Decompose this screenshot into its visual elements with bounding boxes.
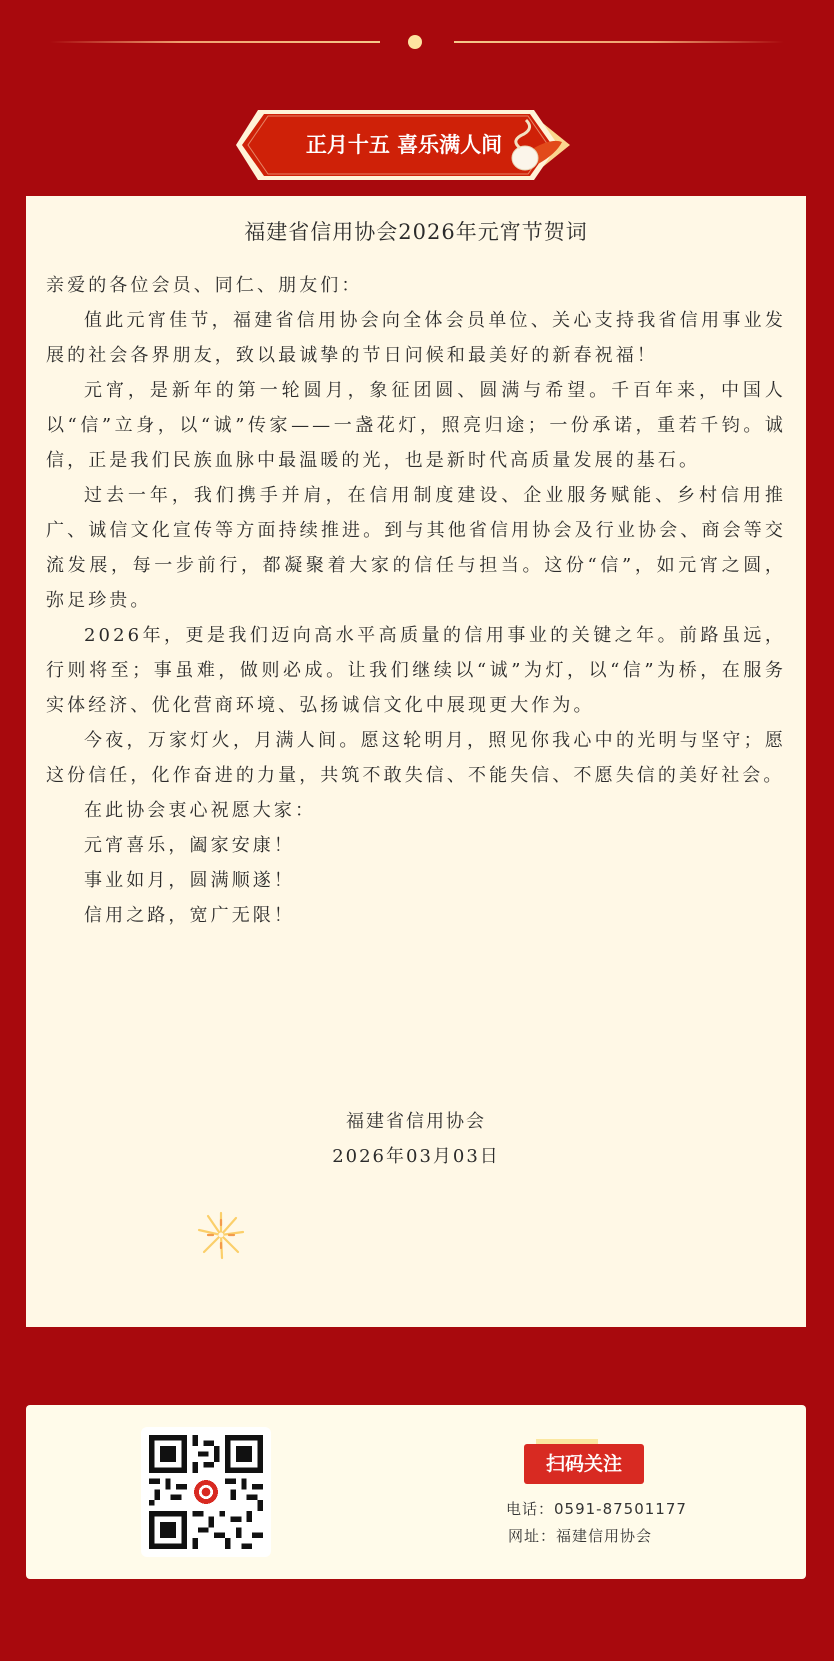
paragraph: 今夜，万家灯火，月满人间。愿这轮明月，照见你我心中的光明与坚守；愿这份信任，化作奋进的力量，共筑不敢失信、不能失信、不愿失信的美好社会。	[46, 730, 786, 786]
follow-button[interactable]: 扫码关注	[524, 1444, 644, 1484]
paragraph: 值此元宵佳节，福建省信用协会向全体会员单位、关心支持我省信用事业发展的社会各界朋友，致以最诚挚的节日问候和最美好的新春祝福！	[46, 310, 786, 366]
wishes-intro: 在此协会衷心祝愿大家：	[84, 800, 317, 821]
divider-dot-icon	[408, 35, 422, 49]
footer-card	[26, 1405, 806, 1579]
paragraph: 2026年，更是我们迈向高水平高质量的信用事业的关键之年。前路虽远，行则将至；事虽难，做则必成。让我们继续以“诚”为灯，以“信”为桥，在服务实体经济、优化营商环境、弘扬诚信文化中展现更大作为。	[46, 625, 786, 716]
divider-line-left	[50, 41, 380, 43]
signature	[26, 1104, 806, 1174]
paragraph: 过去一年，我们携手并肩，在信用制度建设、企业服务赋能、乡村信用推广、诚信文化宣传等方面持续推进。到与其他省信用协会及行业协会、商会等交流发展，每一步前行，都凝聚着大家的信任与担当。这份“信”，如元宵之圆，弥足珍贵。	[46, 485, 786, 611]
qr-code-icon	[149, 1435, 263, 1549]
salutation: 亲爱的各位会员、同仁、朋友们：	[46, 275, 363, 296]
festival-banner	[234, 108, 604, 182]
greeting-letter-card	[26, 196, 806, 1327]
wish-line: 事业如月，圆满顺遂！	[84, 870, 295, 891]
signature-date: 2026年03月03日	[332, 1146, 500, 1167]
divider-line-right	[454, 41, 784, 43]
qr-code[interactable]	[141, 1427, 271, 1557]
contact-phone: 电话：0591-87501177	[506, 1500, 687, 1518]
contact-website: 网址：福建信用协会	[508, 1527, 653, 1545]
wish-line: 信用之路，宽广无限！	[84, 905, 295, 926]
wish-line: 元宵喜乐，阖家安康！	[84, 835, 295, 856]
header-divider	[50, 41, 784, 43]
letter-body	[46, 268, 786, 933]
firework-icon	[196, 1210, 246, 1260]
paragraph: 元宵，是新年的第一轮圆月，象征团圆、圆满与希望。千百年来，中国人以“信”立身，以“诚”传家——一盏花灯，照亮归途；一份承诺，重若千钧。诚信，正是我们民族血脉中最温暖的光，也是新时代高质量发展的基石。	[46, 380, 786, 471]
letter-title: 福建省信用协会2026年元宵节贺词	[244, 220, 588, 244]
banner-title: 正月十五 喜乐满人间	[305, 133, 503, 157]
signature-org: 福建省信用协会	[346, 1111, 486, 1132]
